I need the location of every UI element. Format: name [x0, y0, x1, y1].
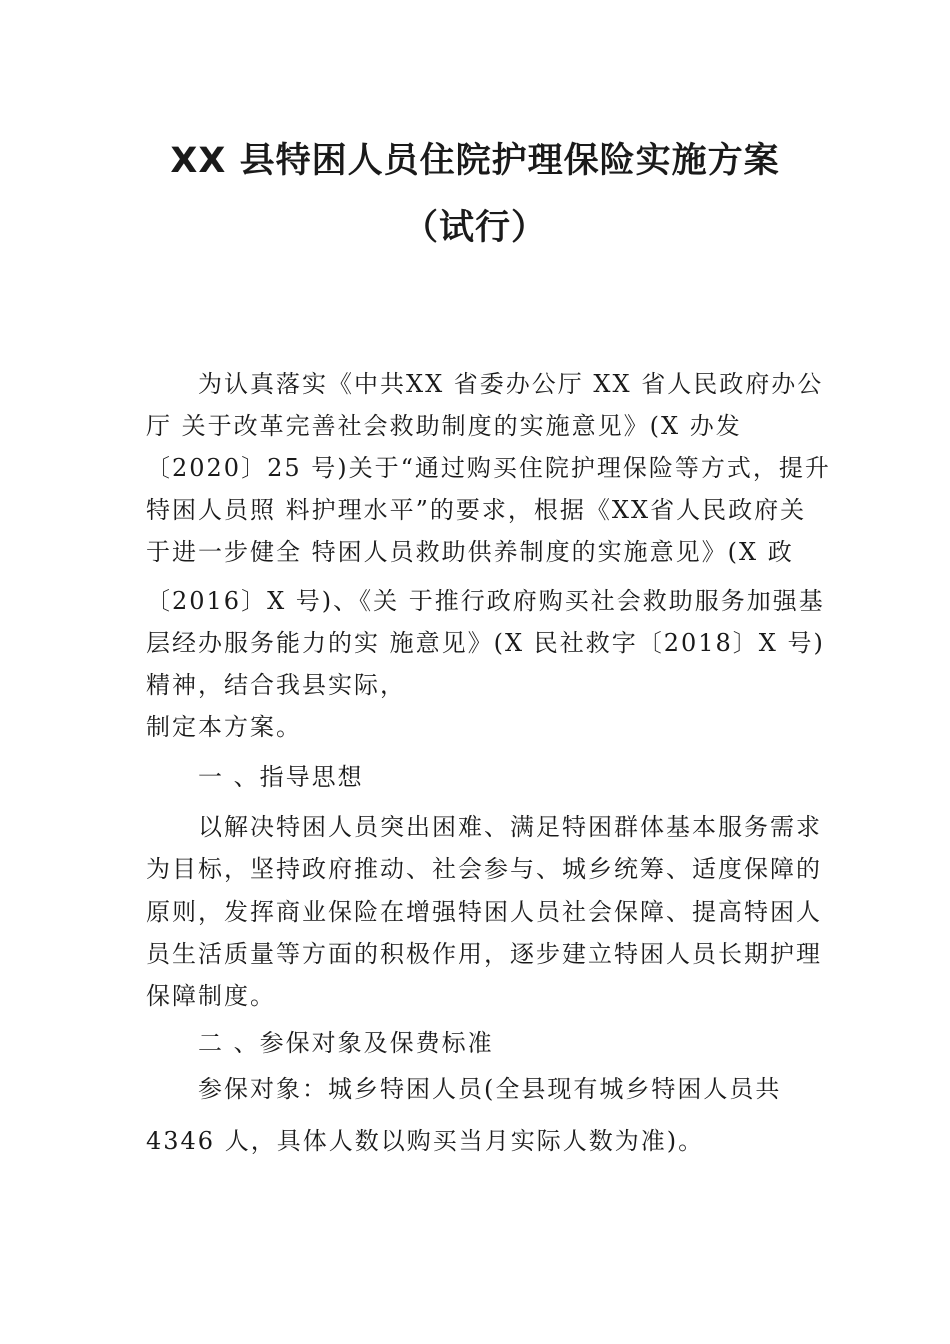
paragraph-1-line: 〔2020〕25 号)关于“通过购买住院护理保险等方式，提升 — [146, 454, 831, 482]
paragraph-1-line: 制定本方案。 — [146, 713, 302, 741]
paragraph-1-line: 〔2016〕X 号)、《关 于推行政府购买社会救助服务加强基 — [146, 587, 825, 615]
paragraph-2-line: 保障制度。 — [146, 982, 276, 1010]
paragraph-2-line: 员生活质量等方面的积极作用，逐步建立特困人员长期护理 — [146, 940, 822, 968]
paragraph-2-line: 原则，发挥商业保险在增强特困人员社会保障、提高特困人 — [146, 898, 822, 926]
paragraph-1-line: 于进一步健全 特困人员救助供养制度的实施意见》(X 政 — [146, 538, 794, 566]
paragraph-1-line: 特困人员照 料护理水平”的要求，根据《XX省人民政府关 — [146, 496, 807, 524]
section-2-heading: 二 、参保对象及保费标准 — [198, 1029, 494, 1057]
paragraph-2-line: 为目标，坚持政府推动、社会参与、城乡统筹、适度保障的 — [146, 855, 822, 883]
paragraph-3-line: 4346 人，具体人数以购买当月实际人数为准)。 — [146, 1127, 705, 1155]
paragraph-2-line: 以解决特困人员突出困难、满足特困群体基本服务需求 — [198, 813, 822, 841]
paragraph-1-line: 厅 关于改革完善社会救助制度的实施意见》(X 办发 — [146, 412, 742, 440]
document-title: XX 县特困人员住院护理保险实施方案 — [170, 141, 780, 181]
document-subtitle: （试行） — [402, 208, 547, 248]
paragraph-3-line: 参保对象：城乡特困人员(全县现有城乡特困人员共 — [198, 1075, 782, 1103]
paragraph-1-line: 精神，结合我县实际， — [146, 671, 406, 699]
paragraph-1-line: 为认真落实《中共XX 省委办公厅 XX 省人民政府办公 — [198, 370, 824, 398]
paragraph-1-line: 层经办服务能力的实 施意见》(X 民社救字〔2018〕X 号) — [146, 629, 825, 657]
section-1-heading: 一 、指导思想 — [198, 763, 364, 791]
